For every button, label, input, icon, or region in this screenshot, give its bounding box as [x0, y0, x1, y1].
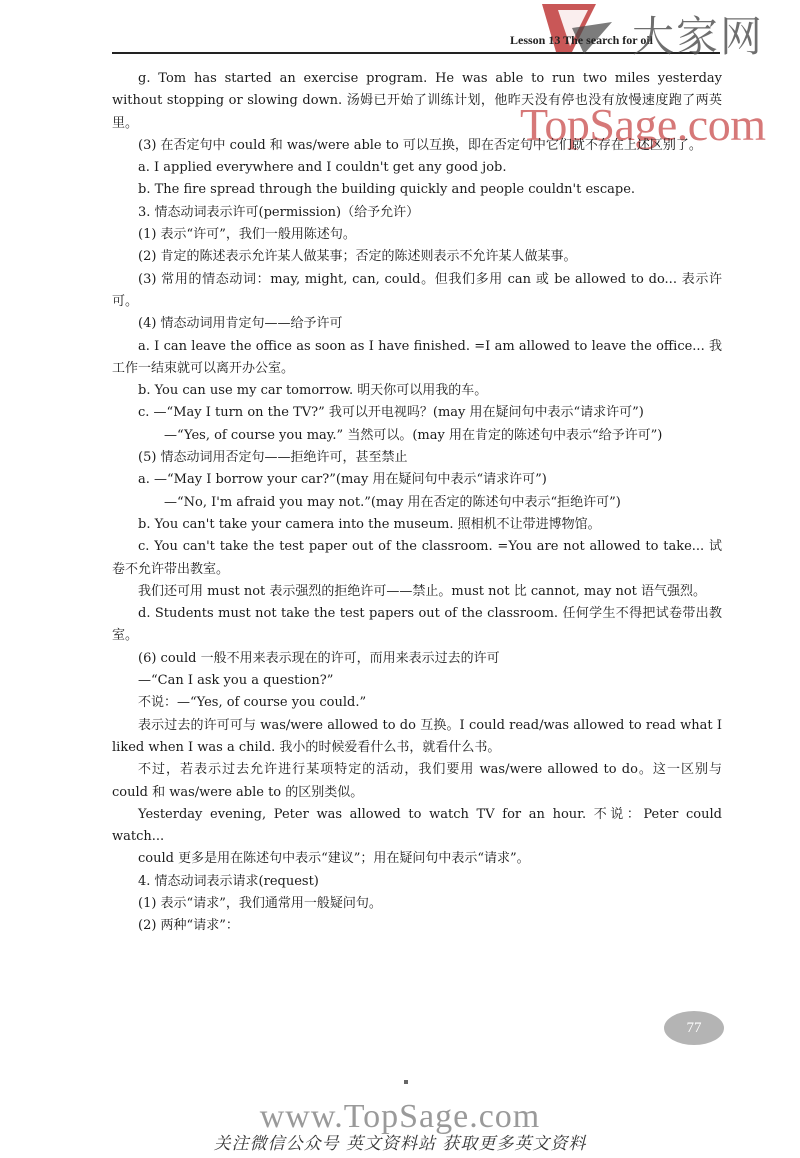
paragraph: a. I can leave the office as soon as I have finished. =I am allowed to leave the office... 我工作一结束就可以离开办公室。 [112, 338, 722, 376]
paragraph: —“No, I'm afraid you may not.”(may 用在否定的陈述句中表示“拒绝许可”) [164, 494, 621, 510]
paragraph: (5) 情态动词用否定句——拒绝许可，甚至禁止 [138, 450, 408, 466]
paragraph: b. You can use my car tomorrow. 明天你可以用我的车。 [138, 383, 488, 399]
paragraph: (4) 情态动词用肯定句——给予许可 [138, 316, 343, 332]
paragraph: (2) 肯定的陈述表示允许某人做某事；否定的陈述则表示不允许某人做某事。 [138, 249, 577, 265]
paragraph: 表示过去的许可可与 was/were allowed to do 互换。I could read/was allowed to read what I liked when I was a child. 我小的时候爱看什么书，就看什么书。 [112, 717, 722, 755]
page-number: 77 [664, 1011, 724, 1045]
paragraph: 不说：—“Yes, of course you could.” [138, 695, 367, 711]
paragraph: (2) 两种“请求”： [138, 918, 239, 934]
paragraph: (3) 在否定句中 could 和 was/were able to 可以互换，即在否定句中它们就不存在上述区别了。 [138, 137, 702, 153]
paragraph: c. —“May I turn on the TV?” 我可以开电视吗？(may 用在疑问句中表示“请求许可”) [138, 405, 644, 421]
running-head: Lesson 13 The search for oil [510, 33, 654, 47]
header-rule [112, 52, 720, 54]
paragraph: g. Tom has started an exercise program. He was able to run two miles yesterday without stopping or slowing down. 汤姆已开始了训练计划，他昨天没有停也没有放慢速度跑了两英里。 [112, 71, 722, 131]
paragraph: (6) could 一般不用来表示现在的许可，而用来表示过去的许可 [138, 650, 500, 666]
paragraph: (1) 表示“许可”，我们一般用陈述句。 [138, 227, 356, 243]
paragraph: (1) 表示“请求”，我们通常用一般疑问句。 [138, 895, 382, 911]
paragraph: —“Yes, of course you may.” 当然可以。(may 用在肯定的陈述句中表示“给予许可”) [164, 427, 663, 443]
paragraph: could 更多是用在陈述句中表示“建议”；用在疑问句中表示“请求”。 [138, 851, 530, 867]
paragraph: 3. 情态动词表示许可(permission)（给予允许） [138, 204, 420, 220]
paragraph: Yesterday evening, Peter was allowed to watch TV for an hour. 不说：Peter could watch... [112, 806, 722, 845]
paragraph: c. You can't take the test paper out of the classroom. =You are not allowed to take... 试卷不允许带出教室。 [112, 539, 722, 577]
paragraph: b. You can't take your camera into the museum. 照相机不让带进博物馆。 [138, 516, 601, 532]
paragraph: a. I applied everywhere and I couldn't get any good job. [138, 160, 507, 176]
scan-mark [404, 1080, 408, 1084]
footer-note: 关注微信公众号 英文资料站 获取更多英文资料 [213, 1134, 587, 1154]
topsage-logo-icon [512, 0, 624, 58]
paragraph: 4. 情态动词表示请求(request) [138, 873, 319, 889]
paragraph: (3) 常用的情态动词：may, might, can, could。但我们多用 can 或 be allowed to do... 表示许可。 [112, 271, 722, 309]
footer-site: www.TopSage.com [259, 1098, 541, 1135]
paragraph: 不过，若表示过去允许进行某项特定的活动，我们要用 was/were allowed to do。这一区别与 could 和 was/were able to 的区别类似。 [112, 762, 722, 800]
paragraph: d. Students must not take the test papers out of the classroom. 任何学生不得把试卷带出教室。 [112, 606, 722, 644]
watermark-chinese: 大家网 [632, 12, 765, 61]
watermark-brand: TopSage.com [520, 99, 766, 150]
paragraph: 我们还可用 must not 表示强烈的拒绝许可——禁止。must not 比 cannot, may not 语气强烈。 [138, 583, 707, 599]
paragraph: a. —“May I borrow your car?”(may 用在疑问句中表示“请求许可”) [138, 472, 547, 488]
paragraph: b. The fire spread through the building quickly and people couldn't escape. [138, 182, 636, 198]
page-body [112, 68, 722, 938]
paragraph: —“Can I ask you a question?” [138, 673, 334, 689]
